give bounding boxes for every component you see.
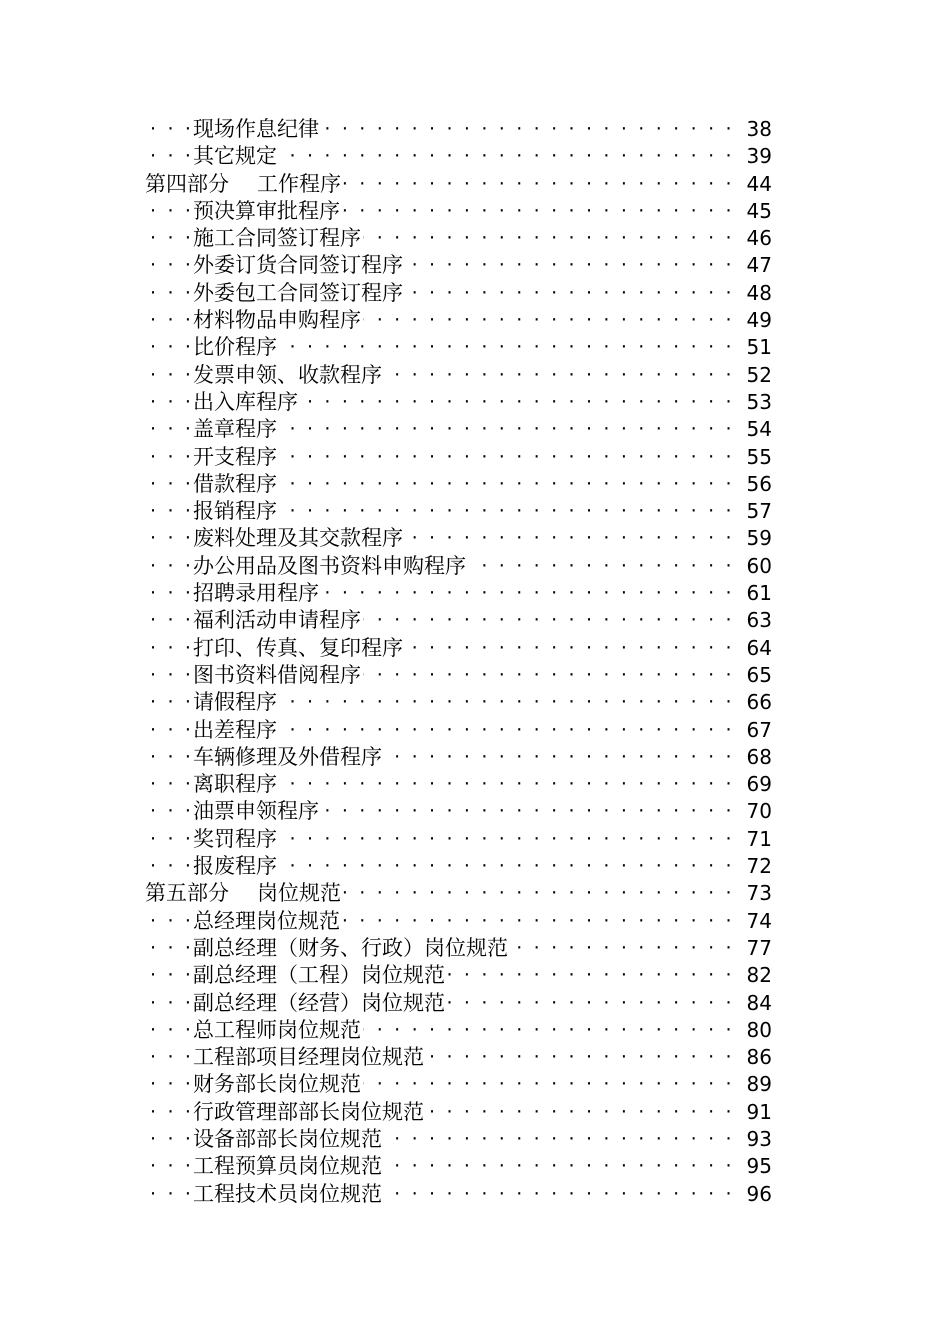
toc-entry[interactable]	[0, 362, 950, 389]
toc-entry[interactable]	[0, 717, 950, 744]
toc-entry-title	[193, 444, 279, 471]
toc-page-number: 70	[742, 798, 772, 825]
toc-entry[interactable]	[0, 798, 950, 825]
toc-title-text: 副总经理（经营）岗位规范	[193, 990, 445, 1015]
toc-page-number: 65	[742, 662, 772, 689]
toc-page-number: 69	[742, 771, 772, 798]
toc-entry-title	[193, 771, 279, 798]
toc-page-number: 38	[742, 116, 772, 143]
toc-page-number: 56	[742, 471, 772, 498]
toc-title-text: 报销程序	[193, 499, 277, 524]
toc-entry-title	[193, 143, 279, 170]
toc-title-text: 总经理岗位规范	[193, 908, 340, 933]
toc-entry[interactable]	[0, 198, 950, 225]
toc-entry-title	[193, 717, 279, 744]
toc-entry-title	[193, 935, 510, 962]
toc-entry[interactable]	[0, 744, 950, 771]
toc-entry-title	[193, 280, 405, 307]
toc-title-text: 办公用品及图书资料申购程序	[193, 553, 466, 578]
toc-page-number: 93	[742, 1126, 772, 1153]
toc-page-number: 86	[742, 1044, 772, 1071]
toc-title-text: 开支程序	[193, 444, 277, 469]
toc-title-text: 报废程序	[193, 854, 277, 879]
toc-page-number: 67	[742, 717, 772, 744]
toc-entry[interactable]	[0, 1017, 950, 1044]
toc-title-text: 财务部长岗位规范	[193, 1072, 361, 1097]
toc-title-text: 出差程序	[193, 717, 277, 742]
toc-entry-title	[193, 1071, 363, 1098]
toc-entry-title	[193, 416, 279, 443]
toc-entry-title	[193, 1126, 384, 1153]
toc-entry-title	[193, 990, 447, 1017]
toc-page-number: 80	[742, 1017, 772, 1044]
toc-entry-title	[193, 1181, 384, 1208]
toc-entry[interactable]	[0, 990, 950, 1017]
toc-entry[interactable]	[0, 935, 950, 962]
toc-page-number: 45	[742, 198, 772, 225]
toc-entry[interactable]	[0, 1044, 950, 1071]
toc-entry-title	[193, 198, 342, 225]
toc-title-text: 工程预算员岗位规范	[193, 1154, 382, 1179]
toc-entry-title	[193, 853, 279, 880]
toc-page-number: 48	[742, 280, 772, 307]
toc-entry-title	[193, 635, 405, 662]
toc-page-number: 57	[742, 498, 772, 525]
toc-entry-title	[193, 307, 363, 334]
toc-entry[interactable]	[0, 143, 950, 170]
toc-title-text: 副总经理（财务、行政）岗位规范	[193, 935, 508, 960]
toc-entry[interactable]	[0, 962, 950, 989]
toc-entry[interactable]	[0, 689, 950, 716]
toc-entry[interactable]	[0, 525, 950, 552]
toc-entry[interactable]	[0, 1153, 950, 1180]
toc-page-number: 63	[742, 607, 772, 634]
toc-entry-title	[193, 580, 321, 607]
toc-page-number: 51	[742, 334, 772, 361]
toc-entry[interactable]	[0, 498, 950, 525]
toc-part-label: 第五部分	[145, 881, 229, 906]
toc-entry-title	[193, 744, 384, 771]
toc-entry[interactable]	[0, 553, 950, 580]
toc-entry-title	[193, 116, 321, 143]
toc-title-text: 总工程师岗位规范	[193, 1017, 361, 1042]
toc-entry-title	[193, 1099, 426, 1126]
toc-page-number: 73	[742, 880, 772, 907]
toc-title-text: 比价程序	[193, 335, 277, 360]
toc-entry[interactable]	[0, 1181, 950, 1208]
toc-page-number: 66	[742, 689, 772, 716]
toc-title-text: 现场作息纪律	[193, 117, 319, 141]
toc-title-text: 外委订货合同签订程序	[193, 253, 403, 278]
toc-title-text: 岗位规范	[257, 881, 341, 906]
toc-entry[interactable]	[0, 444, 950, 471]
toc-title-text: 副总经理（工程）岗位规范	[193, 963, 445, 988]
toc-entry-title	[193, 1153, 384, 1180]
toc-entry-title	[193, 389, 300, 416]
toc-entry[interactable]	[0, 1099, 950, 1126]
toc-page-number: 71	[742, 826, 772, 853]
toc-page-number: 77	[742, 935, 772, 962]
toc-page-number: 72	[742, 853, 772, 880]
toc-title-text: 盖章程序	[193, 417, 277, 442]
toc-entry-title	[193, 553, 468, 580]
table-of-contents	[0, 116, 950, 1208]
toc-title-text: 其它规定	[193, 144, 277, 169]
toc-entry[interactable]	[0, 116, 950, 143]
toc-entry[interactable]	[0, 307, 950, 334]
toc-entry-title	[193, 962, 447, 989]
toc-entry[interactable]	[0, 580, 950, 607]
toc-entry[interactable]	[0, 853, 950, 880]
toc-entry[interactable]	[0, 1126, 950, 1153]
toc-title-text: 油票申领程序	[193, 799, 319, 824]
toc-entry-title	[193, 607, 363, 634]
toc-part-heading[interactable]	[0, 171, 950, 198]
toc-entry-title	[193, 1017, 363, 1044]
toc-title-text: 废料处理及其交款程序	[193, 526, 403, 551]
toc-page-number: 49	[742, 307, 772, 334]
toc-title-text: 招聘录用程序	[193, 581, 319, 606]
toc-page-number: 46	[742, 225, 772, 252]
toc-page-number: 91	[742, 1099, 772, 1126]
toc-page-number: 68	[742, 744, 772, 771]
toc-entry-title	[193, 334, 279, 361]
toc-entry-title	[193, 689, 279, 716]
toc-entry-title	[193, 525, 405, 552]
toc-part-heading[interactable]	[0, 880, 950, 907]
toc-page-number: 54	[742, 416, 772, 443]
toc-entry[interactable]	[0, 252, 950, 279]
toc-entry-title	[193, 1044, 426, 1071]
toc-page-number: 84	[742, 990, 772, 1017]
toc-entry[interactable]	[0, 826, 950, 853]
toc-page-number: 61	[742, 580, 772, 607]
toc-title-text: 预决算审批程序	[193, 198, 340, 223]
toc-page-number: 82	[742, 962, 772, 989]
toc-entry[interactable]	[0, 225, 950, 252]
toc-title-text: 外委包工合同签订程序	[193, 280, 403, 305]
toc-title-text: 发票申领、收款程序	[193, 362, 382, 387]
toc-entry-title	[193, 225, 363, 252]
toc-page-number: 53	[742, 389, 772, 416]
toc-title-text: 借款程序	[193, 471, 277, 496]
toc-entry-title	[193, 362, 384, 389]
toc-page-number: 64	[742, 635, 772, 662]
toc-title-text: 请假程序	[193, 690, 277, 715]
toc-page-number: 47	[742, 252, 772, 279]
toc-entry[interactable]	[0, 280, 950, 307]
toc-title-text: 出入库程序	[193, 389, 298, 414]
toc-entry[interactable]	[0, 416, 950, 443]
toc-entry[interactable]	[0, 389, 950, 416]
toc-page-number: 89	[742, 1071, 772, 1098]
toc-entry-title	[193, 662, 363, 689]
toc-entry[interactable]	[0, 662, 950, 689]
toc-entry-title	[193, 826, 279, 853]
toc-title-text: 设备部部长岗位规范	[193, 1126, 382, 1151]
toc-page-number: 55	[742, 444, 772, 471]
toc-entry-title	[145, 880, 343, 907]
toc-title-text: 打印、传真、复印程序	[193, 635, 403, 660]
toc-entry-title	[193, 252, 405, 279]
toc-page-number: 60	[742, 553, 772, 580]
toc-entry[interactable]	[0, 635, 950, 662]
toc-title-text: 工作程序	[257, 171, 341, 196]
toc-part-label: 第四部分	[145, 171, 229, 196]
toc-entry[interactable]	[0, 908, 950, 935]
toc-title-text: 福利活动申请程序	[193, 608, 361, 633]
toc-entry-title	[145, 171, 343, 198]
toc-title-text: 奖罚程序	[193, 826, 277, 851]
toc-title-text: 行政管理部部长岗位规范	[193, 1099, 424, 1124]
toc-entry-title	[193, 798, 321, 825]
toc-page-number: 52	[742, 362, 772, 389]
toc-title-text: 工程技术员岗位规范	[193, 1181, 382, 1206]
toc-entry[interactable]	[0, 771, 950, 798]
toc-page-number: 96	[742, 1181, 772, 1208]
toc-entry[interactable]	[0, 607, 950, 634]
toc-title-text: 材料物品申购程序	[193, 308, 361, 333]
toc-entry-title	[193, 498, 279, 525]
toc-entry[interactable]	[0, 334, 950, 361]
toc-title-text: 图书资料借阅程序	[193, 662, 361, 687]
toc-page-number: 59	[742, 525, 772, 552]
toc-title-text: 施工合同签订程序	[193, 226, 361, 251]
toc-entry-title	[193, 471, 279, 498]
toc-page-number: 44	[742, 171, 772, 198]
toc-entry-title	[193, 908, 342, 935]
toc-entry[interactable]	[0, 1071, 950, 1098]
toc-title-text: 工程部项目经理岗位规范	[193, 1045, 424, 1070]
toc-page-number: 39	[742, 143, 772, 170]
toc-entry[interactable]	[0, 471, 950, 498]
toc-title-text: 离职程序	[193, 772, 277, 797]
toc-page-number: 74	[742, 908, 772, 935]
toc-page-number: 95	[742, 1153, 772, 1180]
toc-title-text: 车辆修理及外借程序	[193, 744, 382, 769]
